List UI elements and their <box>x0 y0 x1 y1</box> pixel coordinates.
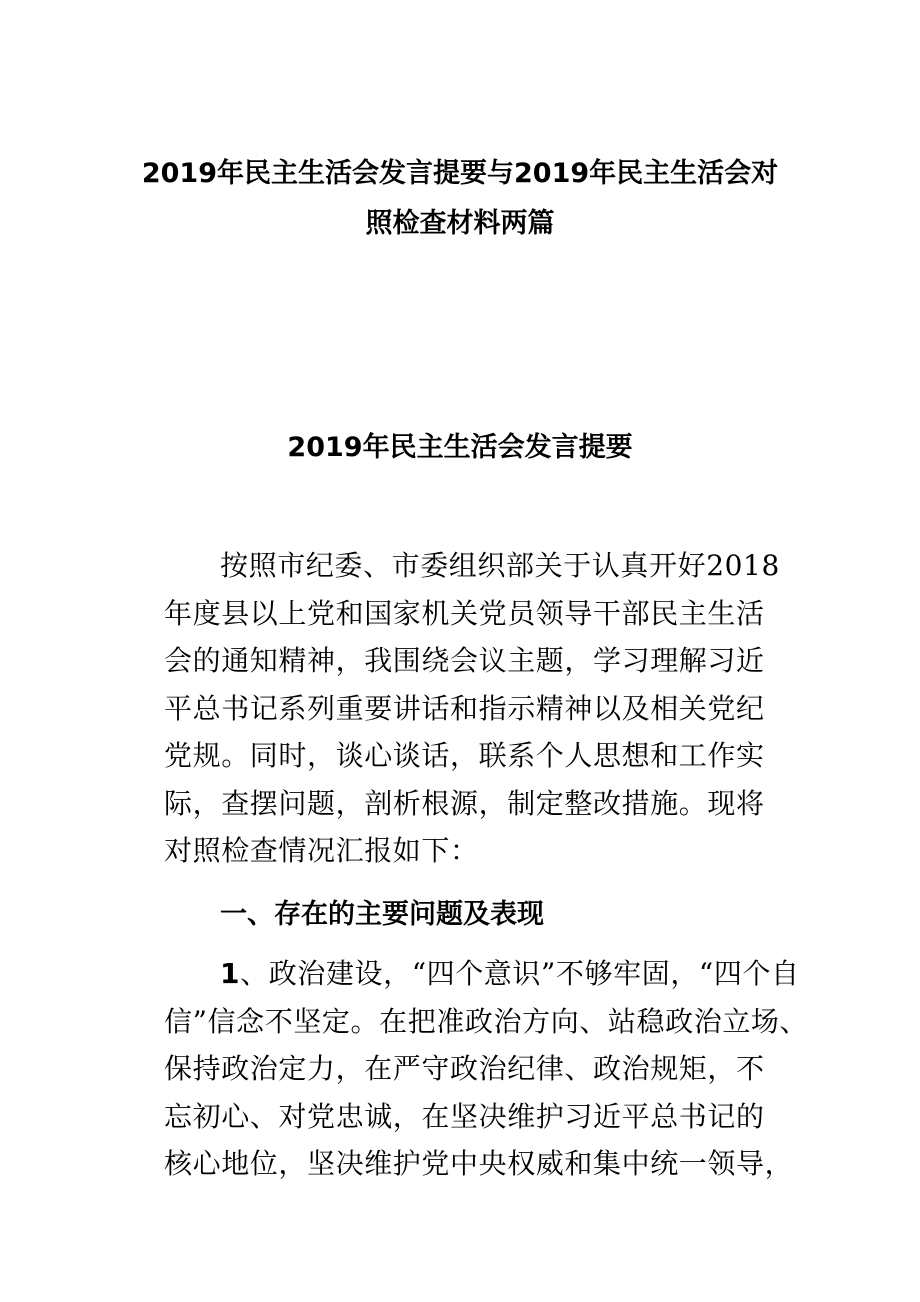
document-title <box>80 149 840 249</box>
paragraph-line: 会的通知精神，我围绕会议主题，学习理解习近 <box>164 644 765 677</box>
section-heading-1: 一、存在的主要问题及表现 <box>220 899 544 930</box>
item-number: 1 <box>220 957 241 990</box>
section-title: 2019年民主生活会发言提要 <box>287 432 633 463</box>
document-title-line: 照检查材料两篇 <box>365 208 555 239</box>
paragraph-line: 平总书记系列重要讲话和指示精神以及相关党纪 <box>164 691 765 725</box>
paragraph-item-1 <box>164 950 809 1188</box>
paragraph-line: 际，查摆问题，剖析根源，制定整改措施。现将 <box>164 786 765 820</box>
paragraph-line: 核心地位，坚决维护党中央权威和集中统一领导， <box>164 1147 794 1180</box>
paragraph-line-first <box>164 950 800 998</box>
paragraph-line: 忘初心、对党忠诚，在坚决维护习近平总书记的 <box>164 1099 765 1133</box>
paragraph-line: 党规。同时，谈心谈话，联系个人思想和工作实 <box>164 739 765 772</box>
paragraph-line-text: 、政治建设，“四个意识”不够牢固，“四个自 <box>240 957 800 990</box>
paragraph-line: 年度县以上党和国家机关党员领导干部民主生活 <box>164 596 765 630</box>
document-title-line: 2019年民主生活会发言提要与2019年民主生活会对 <box>141 158 779 189</box>
paragraph-intro <box>164 542 780 875</box>
paragraph-line: 按照市纪委、市委组织部关于认真开好2018 <box>220 549 780 582</box>
paragraph-line: 保持政治定力，在严守政治纪律、政治规矩，不 <box>164 1052 765 1085</box>
paragraph-line: 信”信念不坚定。在把准政治方向、站稳政治立场、 <box>164 1004 809 1038</box>
paragraph-line: 对照检查情况汇报如下： <box>164 834 479 867</box>
